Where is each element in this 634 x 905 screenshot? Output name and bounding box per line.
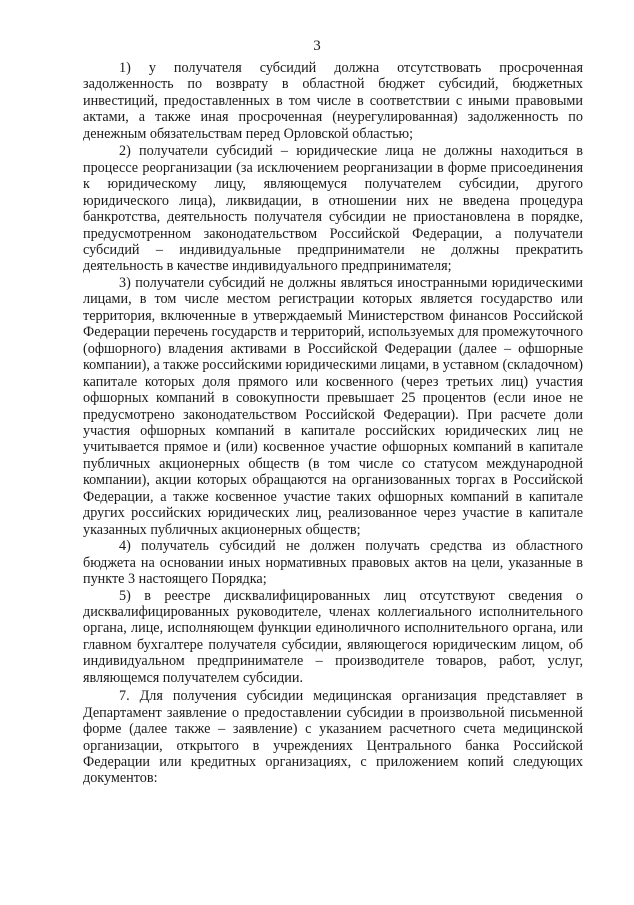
paragraph-item-5: 5) в реестре дисквалифицированных лиц отсутствуют сведения о дисквалифицированных руководителе, членах коллегиального исполнительного органа, лице, исполняющем функции единоличного исполнительного органа, или главном бухгалтере получателя субсидии, являющегося юридическим лицом, об индивидуальном предпринимателе – производителе товаров, работ, услуг, являющемся получателем субсидии. — [83, 587, 583, 686]
paragraph-item-3: 3) получатели субсидий не должны являться иностранными юридическими лицами, в том числе местом регистрации которых является государство или территория, включенные в утверждаемый Министерством финансов Российской Федерации перечень государств и территорий, используемых для промежуточного (офшорного) владения активами в Российской Федерации (далее – офшорные компании), а также российскими юридическими лицами, в уставном (складочном) капитале которых доля прямого или косвенного (через третьих лиц) участия офшорных компаний в совокупности превышает 25 процентов (если иное не предусмотрено законодательством Российской Федерации). При расчете доли участия офшорных компаний в капитале российских юридических лиц не учитывается прямое и (или) косвенное участие офшорных компаний в капитале публичных акционерных обществ (в том числе со статусом международной компании), акции которых обращаются на организованных торгах в Российской Федерации, а также косвенное участие таких офшорных компаний в капитале других российских юридических лиц, реализованное через участие в капитале указанных публичных акционерных обществ; — [83, 274, 583, 538]
document-body — [83, 60, 583, 787]
paragraph-item-1: 1) у получателя субсидий должна отсутствовать просроченная задолженность по возврату в областной бюджет субсидий, бюджетных инвестиций, предоставленных в том числе в соответствии с иными правовыми актами, а также иная просроченная (неурегулированная) задолженность по денежным обязательствам перед Орловской областью; — [83, 60, 583, 142]
paragraph-item-4: 4) получатель субсидий не должен получать средства из областного бюджета на основании иных нормативных правовых актов на цели, указанные в пункте 3 настоящего Порядка; — [83, 538, 583, 588]
page-number: 3 — [313, 38, 321, 54]
paragraph-clause-7: 7. Для получения субсидии медицинская организация представляет в Департамент заявление о предоставлении субсидии в произвольной письменной форме (далее также – заявление) с указанием расчетного счета медицинской организации, открытого в учреждениях Центрального банка Российской Федерации или кредитных организациях, с приложением копий следующих документов: — [83, 688, 583, 787]
paragraph-item-2: 2) получатели субсидий – юридические лица не должны находиться в процессе реорганизации (за исключением реорганизации в форме присоединения к юридическому лицу, являющемуся получателем субсидии, другого юридического лица), ликвидации, в отношении них не введена процедура банкротства, деятельность получателя субсидии не приостановлена в порядке, предусмотренном законодательством Российской Федерации, а получатели субсидий – индивидуальные предприниматели не должны прекратить деятельность в качестве индивидуального предпринимателя; — [83, 143, 583, 275]
